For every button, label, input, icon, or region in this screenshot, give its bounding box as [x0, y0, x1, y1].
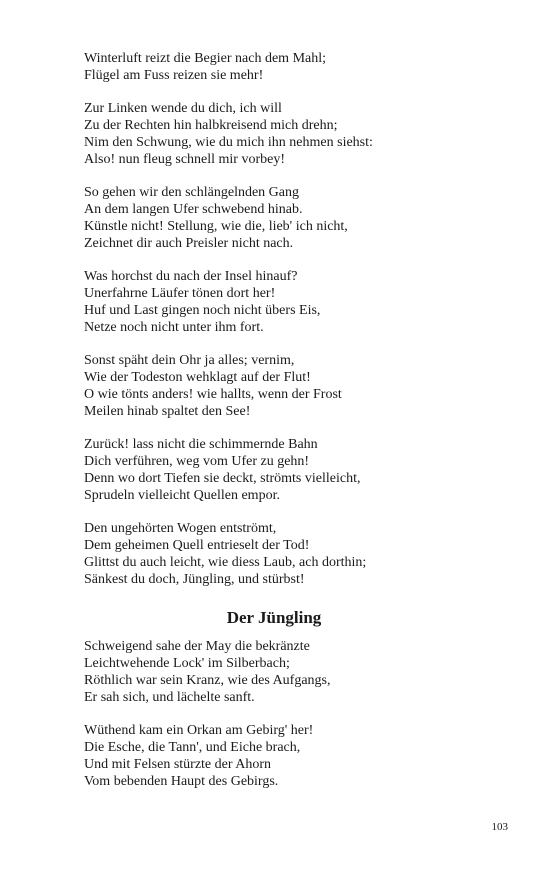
- verse-line: Nim den Schwung, wie du mich ihn nehmen siehst:: [84, 135, 373, 150]
- verse-line: Er sah sich, und lächelte sanft.: [84, 690, 255, 705]
- stanza: [84, 100, 504, 168]
- stanza: [84, 50, 504, 84]
- page-number: 103: [491, 821, 508, 833]
- verse-line: Sänkest du doch, Jüngling, und stürbst!: [84, 572, 305, 587]
- verse-line: Röthlich war sein Kranz, wie des Aufgangs,: [84, 673, 331, 688]
- verse-line: Künstle nicht! Stellung, wie die, lieb' ich nicht,: [84, 219, 348, 234]
- verse-line: Flügel am Fuss reizen sie mehr!: [84, 68, 264, 83]
- verse-line: Wüthend kam ein Orkan am Gebirg' her!: [84, 723, 314, 738]
- verse-line: Also! nun fleug schnell mir vorbey!: [84, 152, 286, 167]
- verse-line: Winterluft reizt die Begier nach dem Mahl;: [84, 51, 327, 66]
- stanza: [84, 638, 504, 706]
- verse-line: An dem langen Ufer schwebend hinab.: [84, 202, 303, 217]
- verse-line: Sonst späht dein Ohr ja alles; vernim,: [84, 353, 295, 368]
- stanza: [84, 722, 504, 790]
- verse-line: Wie der Todeston wehklagt auf der Flut!: [84, 370, 311, 385]
- stanza: [84, 436, 504, 504]
- stanza: [84, 352, 504, 420]
- verse-line: Unerfahrne Läufer tönen dort her!: [84, 286, 276, 301]
- verse-line: O wie tönts anders! wie hallts, wenn der Frost: [84, 387, 342, 402]
- verse-line: Vom bebenden Haupt des Gebirgs.: [84, 774, 279, 789]
- verse-line: Zurück! lass nicht die schimmernde Bahn: [84, 437, 318, 452]
- verse-line: Dich verführen, weg vom Ufer zu gehn!: [84, 454, 310, 469]
- verse-line: Den ungehörten Wogen entströmt,: [84, 521, 277, 536]
- verse-line: Sprudeln vielleicht Quellen empor.: [84, 488, 280, 503]
- verse-line: Glittst du auch leicht, wie diess Laub, ach dorthin;: [84, 555, 367, 570]
- poem-text: [84, 50, 504, 806]
- section-stanzas: [84, 638, 504, 790]
- verse-line: So gehen wir den schlängelnden Gang: [84, 185, 299, 200]
- verse-line: Leichtwehende Lock' im Silberbach;: [84, 656, 290, 671]
- poem-stanzas: [84, 50, 504, 588]
- verse-line: Die Esche, die Tann', und Eiche brach,: [84, 740, 301, 755]
- verse-line: Zu der Rechten hin halbkreisend mich drehn;: [84, 118, 338, 133]
- section-title: Der Jüngling: [226, 608, 322, 627]
- verse-line: Schweigend sahe der May die bekränzte: [84, 639, 310, 654]
- verse-line: Zeichnet dir auch Preisler nicht nach.: [84, 236, 294, 251]
- verse-line: Huf und Last gingen noch nicht übers Eis,: [84, 303, 321, 318]
- verse-line: Dem geheimen Quell entrieselt der Tod!: [84, 538, 310, 553]
- stanza: [84, 184, 504, 252]
- verse-line: Zur Linken wende du dich, ich will: [84, 101, 282, 116]
- stanza: [84, 268, 504, 336]
- stanza: [84, 520, 504, 588]
- verse-line: Was horchst du nach der Insel hinauf?: [84, 269, 298, 284]
- verse-line: Netze noch nicht unter ihm fort.: [84, 320, 264, 335]
- verse-line: Meilen hinab spaltet den See!: [84, 404, 251, 419]
- verse-line: Denn wo dort Tiefen sie deckt, strömts vielleicht,: [84, 471, 361, 486]
- verse-line: Und mit Felsen stürzte der Ahorn: [84, 757, 272, 772]
